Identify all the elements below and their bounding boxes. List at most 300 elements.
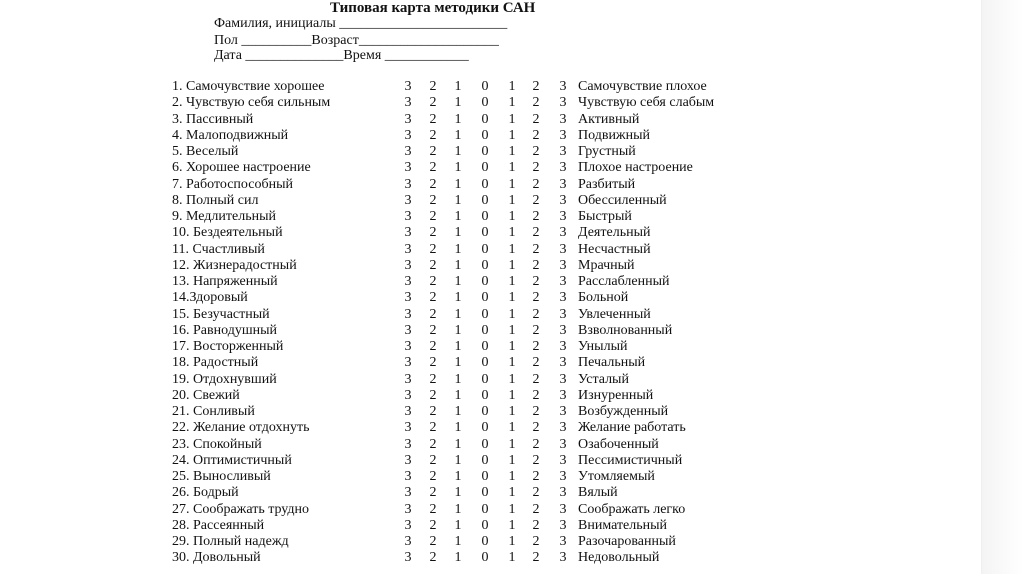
scale-value: 3 <box>559 79 567 94</box>
scale-value: 1 <box>454 404 462 419</box>
scale-value: 2 <box>429 144 437 159</box>
scale-value: 2 <box>429 387 437 403</box>
scale-value: 1 <box>508 95 516 111</box>
scale-value: 0 <box>481 111 489 127</box>
left-pole-label: 4. Малоподвижный <box>172 127 289 143</box>
left-pole-label: 7. Работоспособный <box>172 176 294 192</box>
scale-value: 3 <box>559 371 567 387</box>
scale-value: 2 <box>532 371 540 387</box>
scale-value: 0 <box>481 322 489 338</box>
questionnaire-row <box>172 323 772 339</box>
document-title: Типовая карта методики САН <box>330 0 536 16</box>
questionnaire-row <box>172 290 772 306</box>
left-pole-label: 14.Здоровый <box>172 290 248 306</box>
scale-value: 1 <box>454 485 462 501</box>
scale-value: 3 <box>404 144 412 159</box>
scale-value: 1 <box>454 420 462 436</box>
scale-value: 2 <box>429 225 437 241</box>
scale-value: 3 <box>404 241 412 257</box>
right-pole-label: Разочарованный <box>578 534 676 549</box>
scale-value: 3 <box>559 95 567 111</box>
scale-value: 0 <box>481 160 489 176</box>
scale-value: 3 <box>559 469 567 484</box>
right-pole-label: Озабоченный <box>578 436 659 452</box>
questionnaire-row <box>172 388 772 404</box>
left-pole-label: 17. Восторженный <box>172 339 284 354</box>
scale-value: 1 <box>454 306 462 322</box>
right-pole-label: Печальный <box>578 355 646 371</box>
right-pole-label: Внимательный <box>578 517 668 533</box>
scale-value: 2 <box>532 339 540 354</box>
left-pole-label: 29. Полный надежд <box>172 534 289 549</box>
scale-value: 0 <box>481 469 489 484</box>
questionnaire-row <box>172 274 772 290</box>
questionnaire-list <box>172 79 772 567</box>
scale-value: 0 <box>481 209 489 224</box>
right-pole-label: Желание работать <box>578 420 686 436</box>
scale-value: 0 <box>481 306 489 322</box>
scale-value: 2 <box>532 501 540 517</box>
left-pole-label: 27. Соображать трудно <box>172 501 310 517</box>
scale-value: 3 <box>559 517 567 533</box>
left-pole-label: 15. Безучастный <box>172 306 270 322</box>
right-pole-label: Быстрый <box>578 209 632 224</box>
scale-value: 1 <box>454 209 462 224</box>
scale-value: 2 <box>429 322 437 338</box>
scale-value: 1 <box>454 95 462 111</box>
left-pole-label: 19. Отдохнувший <box>172 371 277 387</box>
right-pole-label: Пессимистичный <box>578 452 683 468</box>
left-pole-label: 2. Чувствую себя сильным <box>172 95 331 111</box>
right-pole-label: Вялый <box>578 485 618 501</box>
scale-value: 2 <box>429 371 437 387</box>
left-pole-label: 12. Жизнерадостный <box>172 257 297 273</box>
scale-value: 0 <box>481 517 489 533</box>
right-pole-label: Плохое настроение <box>578 160 693 176</box>
questionnaire-row <box>172 534 772 550</box>
right-pole-label: Соображать легко <box>578 501 686 517</box>
scale-value: 2 <box>429 517 437 533</box>
scale-value: 3 <box>559 387 567 403</box>
questionnaire-row <box>172 209 772 225</box>
scale-value: 0 <box>481 241 489 257</box>
scale-value: 3 <box>559 274 567 289</box>
scale-value: 3 <box>404 550 412 566</box>
scale-value: 1 <box>508 452 516 468</box>
right-pole-label: Грустный <box>578 144 636 159</box>
scale-value: 2 <box>429 257 437 273</box>
scale-value: 3 <box>559 160 567 176</box>
scale-value: 3 <box>404 371 412 387</box>
page-edge-divider <box>981 0 1024 574</box>
scale-value: 2 <box>532 306 540 322</box>
questionnaire-row <box>172 502 772 518</box>
scale-value: 2 <box>532 257 540 273</box>
scale-value: 1 <box>454 79 462 94</box>
scale-value: 3 <box>404 534 412 549</box>
scale-value: 2 <box>429 160 437 176</box>
scale-value: 1 <box>508 290 516 306</box>
scale-value: 2 <box>532 79 540 94</box>
scale-value: 0 <box>481 436 489 452</box>
scale-value: 2 <box>429 111 437 127</box>
scale-value: 1 <box>508 469 516 484</box>
scale-value: 2 <box>429 274 437 289</box>
left-pole-label: 10. Бездеятельный <box>172 225 283 241</box>
left-pole-label: 30. Довольный <box>172 550 261 566</box>
scale-value: 0 <box>481 387 489 403</box>
scale-value: 2 <box>532 355 540 371</box>
scale-value: 1 <box>508 241 516 257</box>
questionnaire-row <box>172 404 772 420</box>
scale-value: 3 <box>404 306 412 322</box>
left-pole-label: 6. Хорошее настроение <box>172 160 311 176</box>
scale-value: 2 <box>429 339 437 354</box>
scale-value: 1 <box>454 290 462 306</box>
questionnaire-row <box>172 420 772 436</box>
scale-value: 1 <box>454 339 462 354</box>
scale-value: 2 <box>429 79 437 94</box>
scale-value: 0 <box>481 79 489 94</box>
scale-value: 3 <box>404 436 412 452</box>
scale-value: 3 <box>559 192 567 208</box>
scale-value: 1 <box>454 436 462 452</box>
scale-value: 2 <box>532 469 540 484</box>
left-pole-label: 5. Веселый <box>172 144 239 159</box>
left-pole-label: 26. Бодрый <box>172 485 239 501</box>
scale-value: 0 <box>481 274 489 289</box>
surname-field-line: Фамилия, инициалы ________________________ <box>214 16 508 31</box>
scale-value: 1 <box>508 355 516 371</box>
scale-value: 2 <box>429 127 437 143</box>
scale-value: 1 <box>454 371 462 387</box>
scale-value: 3 <box>559 176 567 192</box>
scale-value: 2 <box>429 209 437 224</box>
scale-value: 2 <box>532 550 540 566</box>
scale-value: 2 <box>532 176 540 192</box>
scale-value: 1 <box>508 257 516 273</box>
scale-value: 2 <box>532 111 540 127</box>
scale-value: 2 <box>532 127 540 143</box>
scale-value: 1 <box>454 241 462 257</box>
scale-value: 0 <box>481 225 489 241</box>
scale-value: 2 <box>532 144 540 159</box>
scale-value: 3 <box>404 339 412 354</box>
questionnaire-row <box>172 128 772 144</box>
scale-value: 0 <box>481 290 489 306</box>
scale-value: 3 <box>559 144 567 159</box>
scale-value: 2 <box>429 436 437 452</box>
scale-value: 2 <box>532 485 540 501</box>
scale-value: 1 <box>508 127 516 143</box>
right-pole-label: Изнуренный <box>578 387 654 403</box>
scale-value: 2 <box>429 550 437 566</box>
questionnaire-row <box>172 242 772 258</box>
scale-value: 3 <box>559 322 567 338</box>
scale-value: 3 <box>404 387 412 403</box>
scale-value: 2 <box>429 192 437 208</box>
right-pole-label: Больной <box>578 290 629 306</box>
left-pole-label: 23. Спокойный <box>172 436 262 452</box>
scale-value: 3 <box>559 127 567 143</box>
scale-value: 2 <box>429 485 437 501</box>
scale-value: 2 <box>429 452 437 468</box>
scale-value: 1 <box>454 144 462 159</box>
left-pole-label: 24. Оптимистичный <box>172 452 292 468</box>
scale-value: 1 <box>508 274 516 289</box>
scale-value: 3 <box>559 501 567 517</box>
scale-value: 2 <box>532 517 540 533</box>
left-pole-label: 16. Равнодушный <box>172 322 277 338</box>
scale-value: 1 <box>508 306 516 322</box>
questionnaire-row <box>172 79 772 95</box>
scale-value: 3 <box>404 452 412 468</box>
questionnaire-row <box>172 193 772 209</box>
date-time-field-line: Дата ______________Время ____________ <box>214 48 469 63</box>
gender-age-field-line: Пол __________Возраст____________________ <box>214 33 499 48</box>
questionnaire-row <box>172 550 772 566</box>
scale-value: 3 <box>404 322 412 338</box>
scale-value: 1 <box>508 501 516 517</box>
scale-value: 1 <box>508 176 516 192</box>
scale-value: 2 <box>429 241 437 257</box>
scale-value: 0 <box>481 192 489 208</box>
scale-value: 3 <box>559 257 567 273</box>
scale-value: 1 <box>508 517 516 533</box>
left-pole-label: 9. Медлительный <box>172 209 276 224</box>
right-pole-label: Разбитый <box>578 176 636 192</box>
scale-value: 1 <box>454 257 462 273</box>
scale-value: 1 <box>454 550 462 566</box>
scale-value: 1 <box>508 485 516 501</box>
scale-value: 3 <box>559 550 567 566</box>
scale-value: 2 <box>532 241 540 257</box>
left-pole-label: 22. Желание отдохнуть <box>172 420 310 436</box>
right-pole-label: Расслабленный <box>578 274 670 289</box>
scale-value: 3 <box>404 404 412 419</box>
scale-value: 3 <box>404 469 412 484</box>
scale-value: 1 <box>454 387 462 403</box>
scale-value: 0 <box>481 550 489 566</box>
scale-value: 2 <box>532 290 540 306</box>
scale-value: 0 <box>481 127 489 143</box>
scale-value: 2 <box>532 436 540 452</box>
questionnaire-row <box>172 453 772 469</box>
scale-value: 2 <box>532 192 540 208</box>
scale-value: 0 <box>481 534 489 549</box>
scale-value: 2 <box>429 501 437 517</box>
scale-value: 1 <box>508 111 516 127</box>
scale-value: 1 <box>454 160 462 176</box>
questionnaire-row <box>172 469 772 485</box>
scale-value: 1 <box>508 436 516 452</box>
scale-value: 1 <box>508 371 516 387</box>
scale-value: 2 <box>532 452 540 468</box>
scale-value: 3 <box>559 404 567 419</box>
right-pole-label: Деятельный <box>578 225 651 241</box>
right-pole-label: Активный <box>578 111 640 127</box>
scale-value: 1 <box>508 322 516 338</box>
left-pole-label: 11. Счастливый <box>172 241 265 257</box>
scale-value: 3 <box>404 160 412 176</box>
scale-value: 2 <box>532 209 540 224</box>
scale-value: 1 <box>454 322 462 338</box>
questionnaire-row <box>172 372 772 388</box>
right-pole-label: Мрачный <box>578 257 635 273</box>
left-pole-label: 18. Радостный <box>172 355 259 371</box>
scale-value: 2 <box>429 95 437 111</box>
scale-value: 0 <box>481 452 489 468</box>
scale-value: 2 <box>532 322 540 338</box>
scale-value: 2 <box>532 225 540 241</box>
scale-value: 1 <box>454 452 462 468</box>
scale-value: 3 <box>404 420 412 436</box>
scale-value: 0 <box>481 485 489 501</box>
right-pole-label: Возбужденный <box>578 404 669 419</box>
scale-value: 2 <box>429 420 437 436</box>
questionnaire-row <box>172 112 772 128</box>
scale-value: 3 <box>404 192 412 208</box>
right-pole-label: Недовольный <box>578 550 660 566</box>
scale-value: 2 <box>429 469 437 484</box>
scale-value: 1 <box>454 176 462 192</box>
left-pole-label: 8. Полный сил <box>172 192 259 208</box>
questionnaire-row <box>172 355 772 371</box>
questionnaire-row <box>172 485 772 501</box>
right-pole-label: Подвижный <box>578 127 650 143</box>
scale-value: 3 <box>404 111 412 127</box>
scale-value: 1 <box>508 534 516 549</box>
right-pole-label: Унылый <box>578 339 628 354</box>
scale-value: 0 <box>481 404 489 419</box>
scale-value: 3 <box>404 225 412 241</box>
scale-value: 1 <box>508 420 516 436</box>
scale-value: 0 <box>481 501 489 517</box>
scale-value: 0 <box>481 176 489 192</box>
scale-value: 3 <box>559 485 567 501</box>
scale-value: 3 <box>559 534 567 549</box>
scale-value: 1 <box>508 550 516 566</box>
scale-value: 1 <box>454 127 462 143</box>
left-pole-label: 21. Сонливый <box>172 404 255 419</box>
scale-value: 0 <box>481 355 489 371</box>
scale-value: 3 <box>404 257 412 273</box>
left-pole-label: 20. Свежий <box>172 387 240 403</box>
scale-value: 3 <box>404 290 412 306</box>
scale-value: 2 <box>532 274 540 289</box>
scale-value: 1 <box>454 355 462 371</box>
scale-value: 1 <box>454 274 462 289</box>
scale-value: 1 <box>454 192 462 208</box>
scale-value: 1 <box>454 501 462 517</box>
scale-value: 1 <box>508 144 516 159</box>
scale-value: 2 <box>532 404 540 419</box>
scale-value: 3 <box>404 79 412 94</box>
scale-value: 2 <box>429 404 437 419</box>
scale-value: 3 <box>404 517 412 533</box>
scale-value: 3 <box>559 209 567 224</box>
left-pole-label: 3. Пассивный <box>172 111 254 127</box>
right-pole-label: Увлеченный <box>578 306 651 322</box>
scale-value: 3 <box>404 209 412 224</box>
left-pole-label: 25. Выносливый <box>172 469 271 484</box>
questionnaire-row <box>172 225 772 241</box>
scale-value: 0 <box>481 257 489 273</box>
left-pole-label: 13. Напряженный <box>172 274 278 289</box>
right-pole-label: Самочувствие плохое <box>578 79 707 94</box>
scale-value: 0 <box>481 420 489 436</box>
scale-value: 2 <box>429 176 437 192</box>
scale-value: 3 <box>404 176 412 192</box>
scale-value: 3 <box>559 420 567 436</box>
questionnaire-row <box>172 518 772 534</box>
scale-value: 3 <box>559 355 567 371</box>
scale-value: 1 <box>508 192 516 208</box>
questionnaire-row <box>172 144 772 160</box>
scale-value: 1 <box>508 387 516 403</box>
scale-value: 3 <box>404 127 412 143</box>
scale-value: 2 <box>532 95 540 111</box>
scale-value: 1 <box>508 160 516 176</box>
questionnaire-row <box>172 339 772 355</box>
scale-value: 1 <box>508 79 516 94</box>
left-pole-label: 1. Самочувствие хорошее <box>172 79 325 94</box>
scale-value: 3 <box>404 274 412 289</box>
scale-value: 3 <box>404 95 412 111</box>
right-pole-label: Усталый <box>578 371 629 387</box>
scale-value: 2 <box>532 534 540 549</box>
scale-value: 3 <box>559 436 567 452</box>
scale-value: 2 <box>532 420 540 436</box>
scale-value: 3 <box>559 452 567 468</box>
scale-value: 2 <box>429 290 437 306</box>
scale-value: 0 <box>481 339 489 354</box>
left-pole-label: 28. Рассеянный <box>172 517 265 533</box>
scale-value: 2 <box>429 355 437 371</box>
right-pole-label: Чувствую себя слабым <box>578 95 715 111</box>
scale-value: 1 <box>454 469 462 484</box>
scale-value: 3 <box>559 241 567 257</box>
questionnaire-row <box>172 307 772 323</box>
scale-value: 1 <box>508 225 516 241</box>
right-pole-label: Обессиленный <box>578 192 667 208</box>
scale-value: 2 <box>532 160 540 176</box>
questionnaire-row <box>172 437 772 453</box>
questionnaire-row <box>172 258 772 274</box>
scale-value: 1 <box>508 404 516 419</box>
scale-value: 0 <box>481 371 489 387</box>
scale-value: 3 <box>404 485 412 501</box>
scale-value: 3 <box>559 111 567 127</box>
scale-value: 1 <box>454 225 462 241</box>
questionnaire-row <box>172 177 772 193</box>
questionnaire-row <box>172 160 772 176</box>
scale-value: 1 <box>508 339 516 354</box>
scale-value: 1 <box>454 111 462 127</box>
right-pole-label: Несчастный <box>578 241 651 257</box>
scale-value: 3 <box>404 355 412 371</box>
scale-value: 1 <box>508 209 516 224</box>
right-pole-label: Взволнованный <box>578 322 673 338</box>
questionnaire-row <box>172 95 772 111</box>
scale-value: 1 <box>454 534 462 549</box>
scale-value: 0 <box>481 144 489 159</box>
scale-value: 3 <box>559 306 567 322</box>
scale-value: 2 <box>429 306 437 322</box>
scale-value: 3 <box>404 501 412 517</box>
right-pole-label: Утомляемый <box>578 469 655 484</box>
scale-value: 3 <box>559 290 567 306</box>
